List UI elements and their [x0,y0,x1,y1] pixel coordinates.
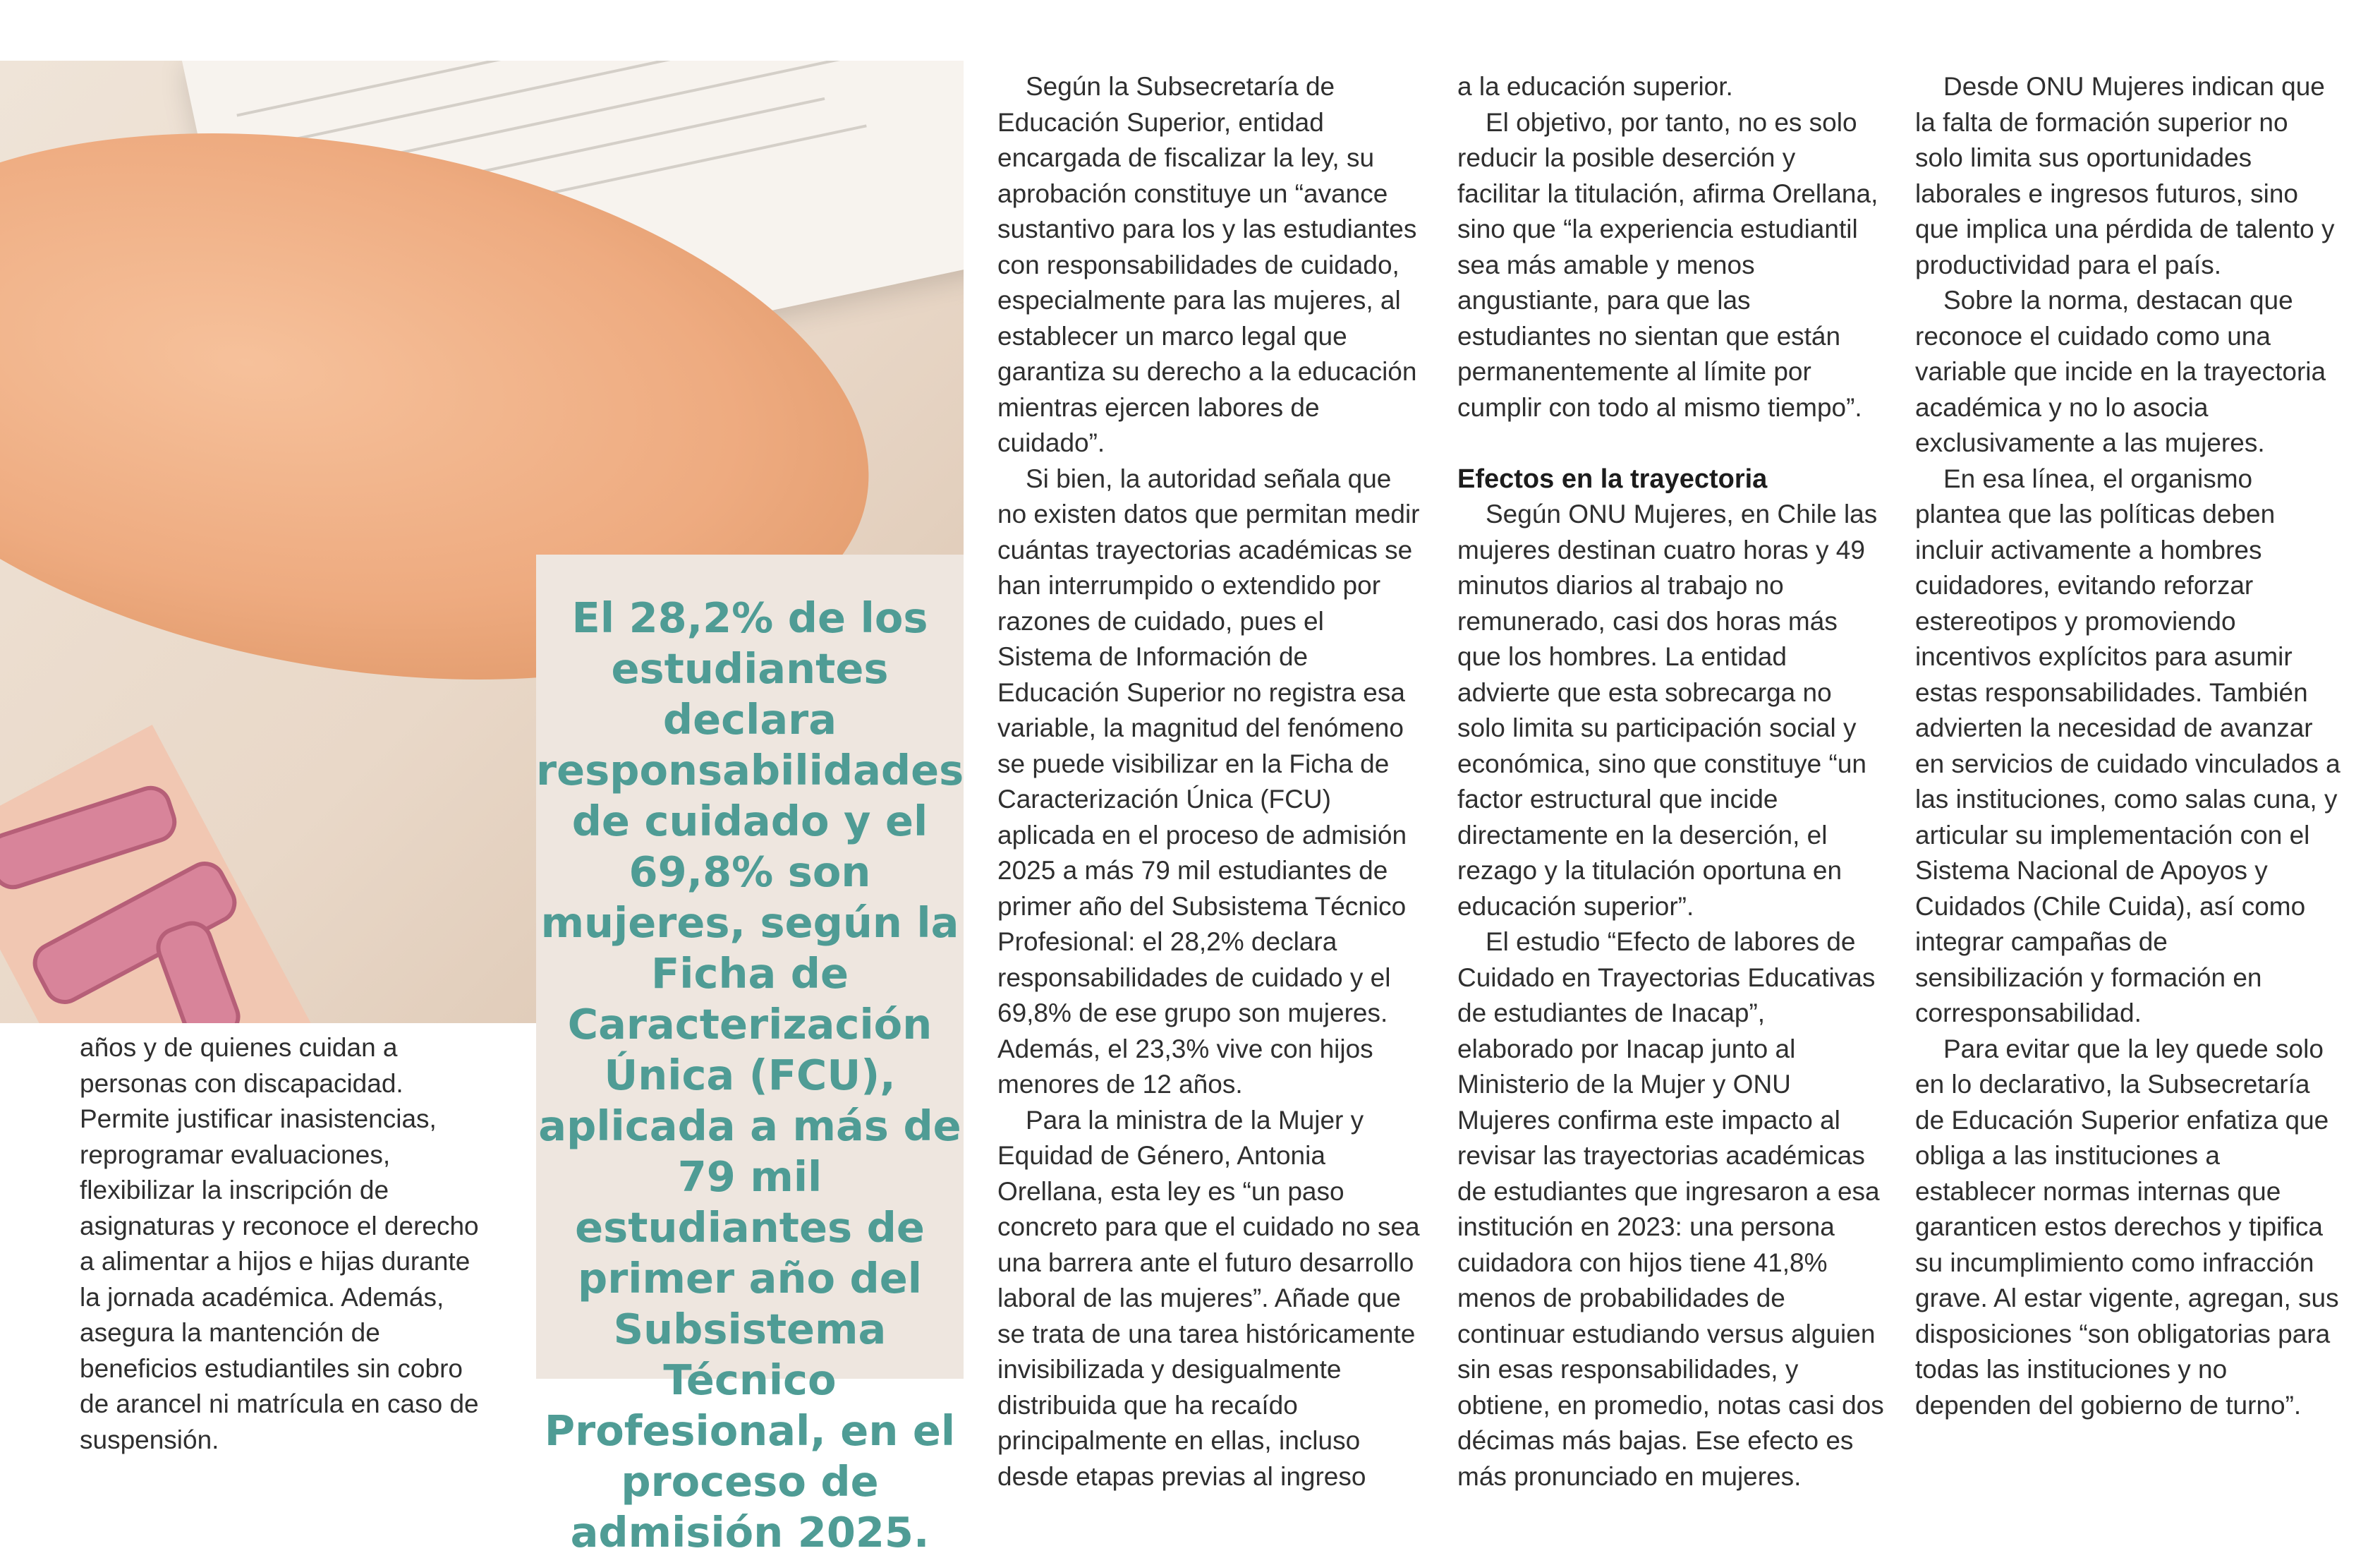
paragraph: Si bien, la autoridad señala que no existen datos que permitan medir cuántas trayectorias académicas se han interrumpido o extendido por razones de cuidado, pues el Sistema de Información de Educación Superior no registra esa variable, la magnitud del fenómeno se puede visibilizar en la Ficha de Caracterización Única (FCU) aplicada en el proceso de admisión 2025 a más 79 mil estudiantes de primer año del Subsistema Técnico Profesional: el 28,2% declara responsabilidades de cuidado y el 69,8% de ese grupo son mujeres. Además, el 23,3% vive con hijos menores de 12 años. [997,464,1420,1099]
paragraph: Para evitar que la ley quede solo en lo declarativo, la Subsecretaría de Educación Superior enfatiza que obliga a las instituciones a establecer normas internas que garanticen estos derechos y tipifica su incumplimiento como infracción grave. Al estar vigente, agregan, sus disposiciones “son obligatorias para todas las instituciones y no dependen del gobierno de turno”. [1915,1034,2339,1420]
paragraph: Según la Subsecretaría de Educación Superior, entidad encargada de fiscalizar la ley, su aprobación constituye un “avance sustantivo para los y las estudiantes con responsabilidades de cuidado, especialmente para las mujeres, al establecer un marco legal que garantiza su derecho a la educación mientras ejercen labores de cuidado”. [997,72,1417,457]
paragraph: años y de quienes cuidan a personas con discapacidad. Permite justificar inasistencias, reprogramar evaluaciones, flexibilizar la inscripción de asignaturas y reconoce el derecho a alimentar a hijos e hijas durante la jornada académica. Además, asegura la mantención de beneficios estudiantiles sin cobro de arancel ni matrícula en caso de suspensión. [80,1033,479,1454]
article-column-1 [80,1030,497,1458]
pull-quote: El 28,2% de los estudiantes declara responsabilidades de cuidado y el 69,8% son mujeres, según la Ficha de Caracterización Única (FCU), aplicada a más de 79 mil estudiantes de primer año del Subsistema Técnico Profesional, en el proceso de admisión 2025. [536,593,964,1557]
article-column-3 [1457,69,1885,1494]
article-column-4 [1915,69,2343,1423]
article-column-2 [997,69,1425,1494]
paragraph: En esa línea, el organismo plantea que las políticas deben incluir activamente a hombres cuidadores, evitando reforzar estereotipos y promoviendo incentivos explícitos para asumir estas responsabilidades. También advierten la necesidad de avanzar en servicios de cuidado vinculados a las instituciones, como salas cuna, y articular su implementación con el Sistema Nacional de Apoyos y Cuidados (Chile Cuida), así como integrar campañas de sensibilización y formación en corresponsabilidad. [1915,464,2340,1027]
paragraph: El estudio “Efecto de labores de Cuidado en Trayectorias Educativas de estudiantes de Inacap”, elaborado por Inacap junto al Ministerio de la Mujer y ONU Mujeres confirma este impacto al revisar las trayectorias académicas de estudiantes que ingresaron a esa institución en 2023: una persona cuidadora con hijos tiene 41,8% menos de probabilidades de continuar estudiando versus alguien sin esas responsabilidades, y obtiene, en promedio, notas casi dos décimas más bajas. Ese efecto es más pronunciado en mujeres. [1457,927,1884,1491]
section-heading: Efectos en la trayectoria [1457,464,1768,494]
paragraph: a la educación superior. [1457,72,1733,101]
paragraph: Desde ONU Mujeres indican que la falta de formación superior no solo limita sus oportunidades laborales e ingresos futuros, sino que implica una pérdida de talento y productividad para el país. [1915,72,2335,279]
paragraph: Para la ministra de la Mujer y Equidad de Género, Antonia Orellana, esta ley es “un paso concreto para que el cuidado no sea una barrera ante el futuro desarrollo laboral de las mujeres”. Añade que se trata de una tarea históricamente invisibilizada y desigualmente distribuida que ha recaído principalmente en ellas, incluso desde etapas previas al ingreso [997,1105,1420,1491]
paragraph: Según ONU Mujeres, en Chile las mujeres destinan cuatro horas y 49 minutos diarios al trabajo no remunerado, casi dos horas más que los hombres. La entidad advierte que esta sobrecarga no solo limita su participación social y económica, sino que constituye “un factor estructural que incide directamente en la deserción, el rezago y la titulación oportuna en educación superior”. [1457,500,1878,921]
paragraph: Sobre la norma, destacan que reconoce el cuidado como una variable que incide en la trayectoria académica y no lo asocia exclusivamente a las mujeres. [1915,286,2326,457]
paragraph: El objetivo, por tanto, no es solo reducir la posible deserción y facilitar la titulación, afirma Orellana, sino que “la experiencia estudiantil sea más amable y menos angustiante, para que las estudiantes no sientan que están permanentemente al límite por cumplir con todo al mismo tiempo”. [1457,107,1878,422]
